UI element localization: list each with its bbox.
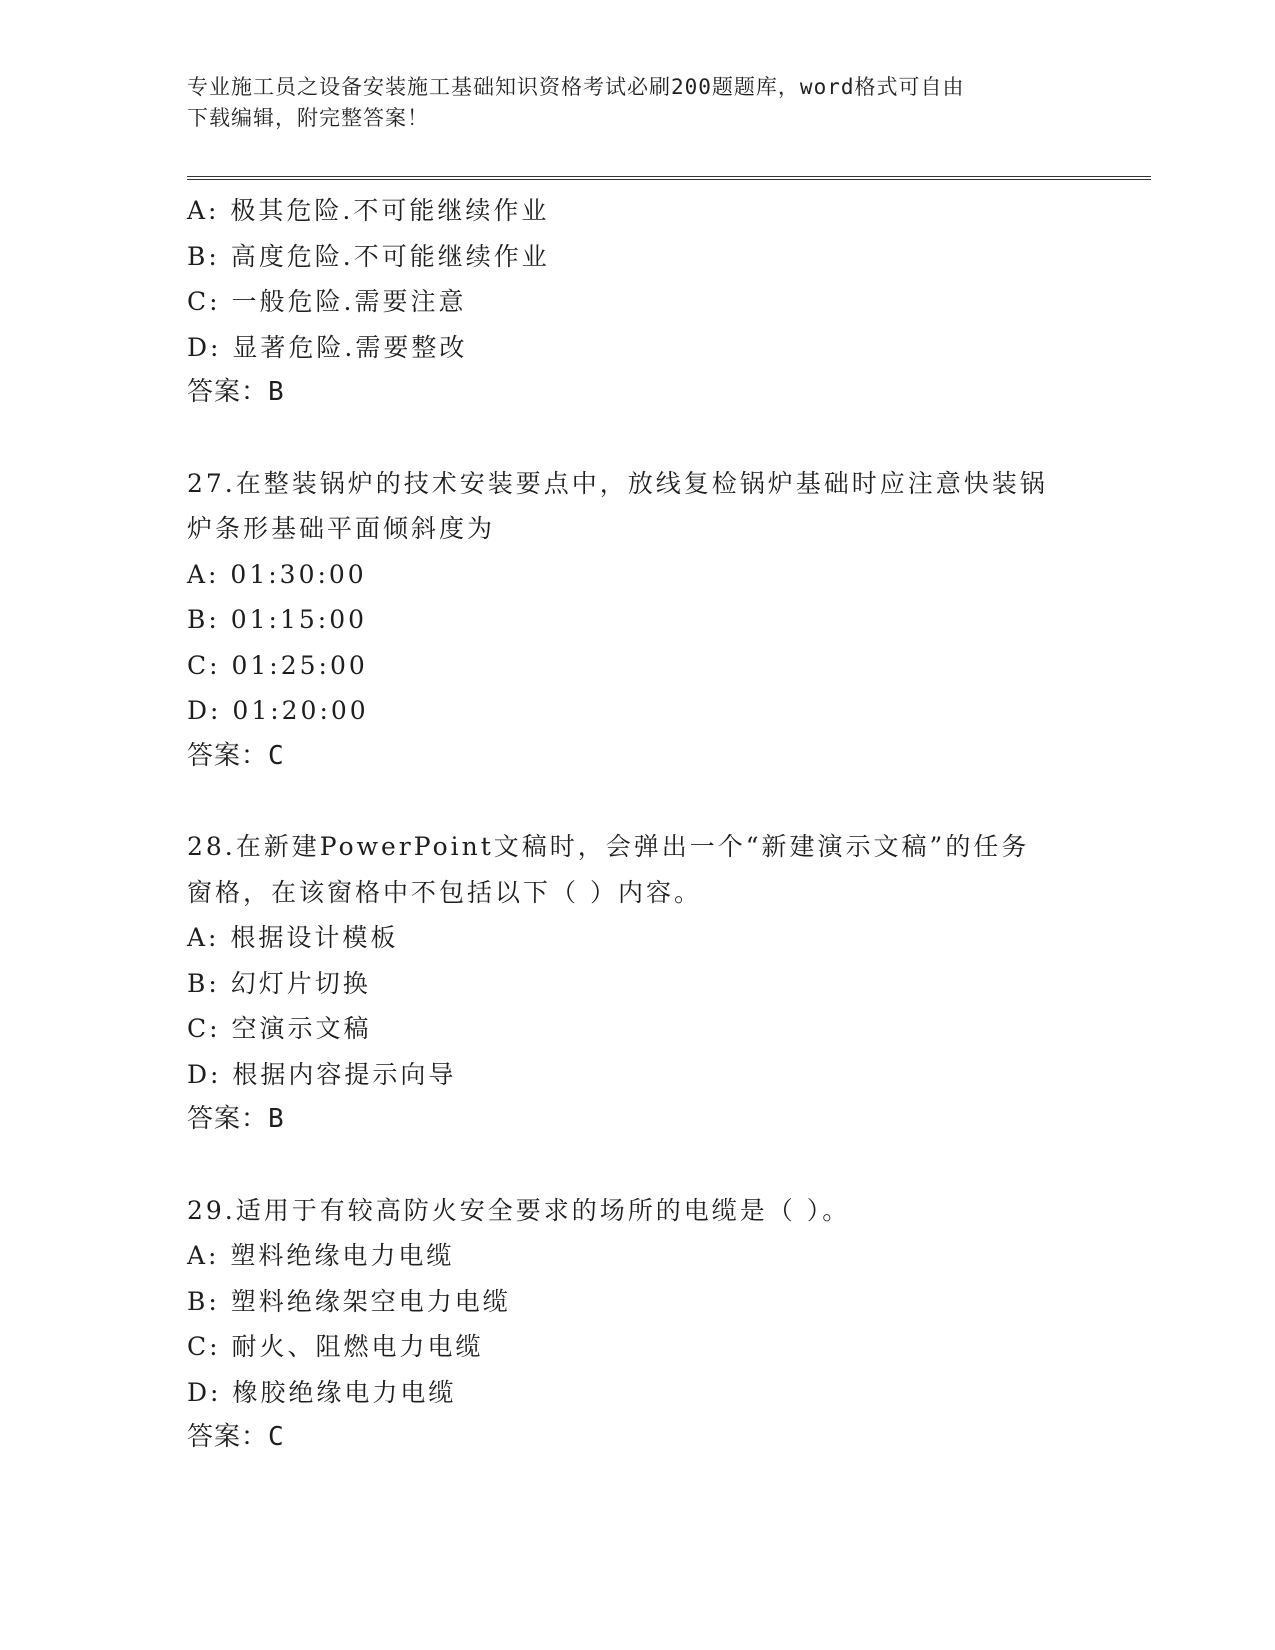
option-d: D: 橡胶绝缘电力电缆 (187, 1377, 457, 1407)
option-d: D: 显著危险.需要整改 (187, 332, 468, 362)
option-c: C: 01:25:00 (187, 650, 368, 680)
answer-label: 答案：B (187, 1104, 285, 1134)
option-c: C: 空演示文稿 (187, 1014, 372, 1043)
option-c: C: 一般危险.需要注意 (187, 287, 467, 316)
option-d: D: 根据内容提示向导 (187, 1059, 457, 1089)
spacer (187, 779, 1087, 824)
question-stem-continued: 炉条形基础平面倾斜度为 (187, 514, 496, 543)
question-block-26 (187, 188, 1087, 416)
answer-label: 答案：B (187, 377, 285, 407)
option-b: B: 塑料绝缘架空电力电缆 (187, 1286, 511, 1316)
question-block-27 (187, 461, 1087, 780)
question-block-29 (187, 1188, 1087, 1461)
document-header (187, 72, 1067, 134)
question-list (187, 188, 1087, 1461)
question-stem: 29.适用于有较高防火安全要求的场所的电缆是（ ）。 (187, 1195, 851, 1225)
question-block-28 (187, 824, 1087, 1143)
header-line-1: 专业施工员之设备安装施工基础知识资格考试必刷200题题库，word格式可自由 (187, 75, 965, 99)
question-stem: 28.在新建PowerPoint文稿时，会弹出一个“新建演示文稿”的任务 (187, 832, 1030, 861)
spacer (187, 416, 1087, 461)
header-divider (187, 176, 1151, 180)
option-c: C: 耐火、阻燃电力电缆 (187, 1332, 484, 1361)
spacer (187, 1143, 1087, 1188)
option-a: A: 极其危险.不可能继续作业 (187, 196, 550, 225)
option-b: B: 01:15:00 (187, 605, 368, 634)
option-b: B: 高度危险.不可能继续作业 (187, 241, 550, 271)
option-a: A: 根据设计模板 (187, 923, 399, 952)
answer-label: 答案：C (187, 1422, 285, 1452)
option-a: A: 01:30:00 (187, 559, 367, 589)
question-stem-continued: 窗格，在该窗格中不包括以下（ ）内容。 (187, 877, 702, 907)
option-a: A: 塑料绝缘电力电缆 (187, 1241, 455, 1270)
option-d: D: 01:20:00 (187, 696, 369, 725)
question-stem: 27.在整装锅炉的技术安装要点中，放线复检锅炉基础时应注意快装锅 (187, 468, 1048, 498)
header-line-2: 下载编辑，附完整答案！ (187, 106, 429, 130)
answer-label: 答案：C (187, 740, 285, 771)
option-b: B: 幻灯片切换 (187, 968, 371, 998)
